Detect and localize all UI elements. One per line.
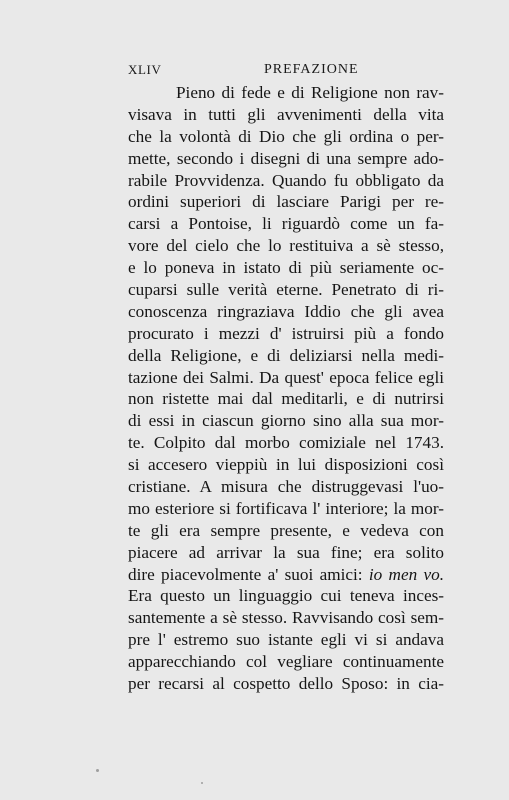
text-line: carsi a Pontoise, li riguardò come un fa- (128, 214, 444, 234)
text-line-with-italic (128, 564, 444, 586)
text-line: non ristette mai dal meditarli, e di nutrirsi (128, 389, 444, 409)
text-line: mette, secondo i disegni di una sempre ado- (128, 148, 444, 168)
running-head (128, 62, 444, 80)
text-line: conoscenza ringraziava Iddio che gli avea (128, 301, 444, 321)
text-line: mo esteriore si fortificava l' interiore; la mor- (128, 498, 444, 518)
text-line: per recarsi al cospetto dello Sposo: in cia- (128, 674, 444, 694)
text-segment: dire piacevolmente a' suoi amici: (128, 564, 363, 584)
body-text (128, 82, 444, 695)
text-line: Pieno di fede e di Religione non rav- (176, 83, 444, 102)
text-line: cristiane. A misura che distruggevasi l'uo- (128, 477, 444, 497)
text-line: pre l' estremo suo istante egli vi si andava (128, 630, 444, 650)
text-line: Era questo un linguaggio cui teneva inces- (128, 586, 444, 606)
text-line: e lo poneva in istato di più seriamente oc- (128, 258, 444, 278)
page-number: XLIV (128, 62, 162, 77)
text-line: te. Colpito dal morbo comiziale nel 1743. (128, 433, 444, 453)
text-line: cuparsi sulle verità eterne. Penetrato di ri- (128, 280, 444, 300)
text-line: della Religione, e di deliziarsi nella medi- (128, 345, 444, 365)
text-line: ordini superiori di lasciare Parigi per re- (128, 192, 444, 212)
header-title: PREFAZIONE (264, 62, 359, 77)
text-line: visava in tutti gli avvenimenti della vita (128, 104, 444, 124)
text-line: di essi in ciascun giorno sino alla sua mor- (128, 411, 444, 431)
text-line: te gli era sempre presente, e vedeva con (128, 520, 444, 540)
text-line: tazione dei Salmi. Da quest' epoca felice egli (128, 367, 444, 387)
text-line: rabile Provvidenza. Quando fu obbligato da (128, 170, 444, 190)
paper-speck (201, 782, 203, 784)
text-line: vore del cielo che lo restituiva a sè stesso, (128, 236, 444, 256)
text-line: apparecchiando col vegliare continuamente (128, 652, 444, 672)
text-line: santemente a sè stesso. Ravvisando così sem- (128, 608, 444, 628)
text-line: procurato i mezzi d' istruirsi più a fondo (128, 323, 444, 343)
text-line: che la volontà di Dio che gli ordina o per- (128, 126, 444, 146)
paper-speck (96, 769, 99, 772)
text-line: si accesero vieppiù in lui disposizioni così (128, 455, 444, 475)
italic-phrase: io men vo. (368, 564, 445, 584)
text-line: piacere ad arrivar la sua fine; era solito (128, 542, 444, 562)
